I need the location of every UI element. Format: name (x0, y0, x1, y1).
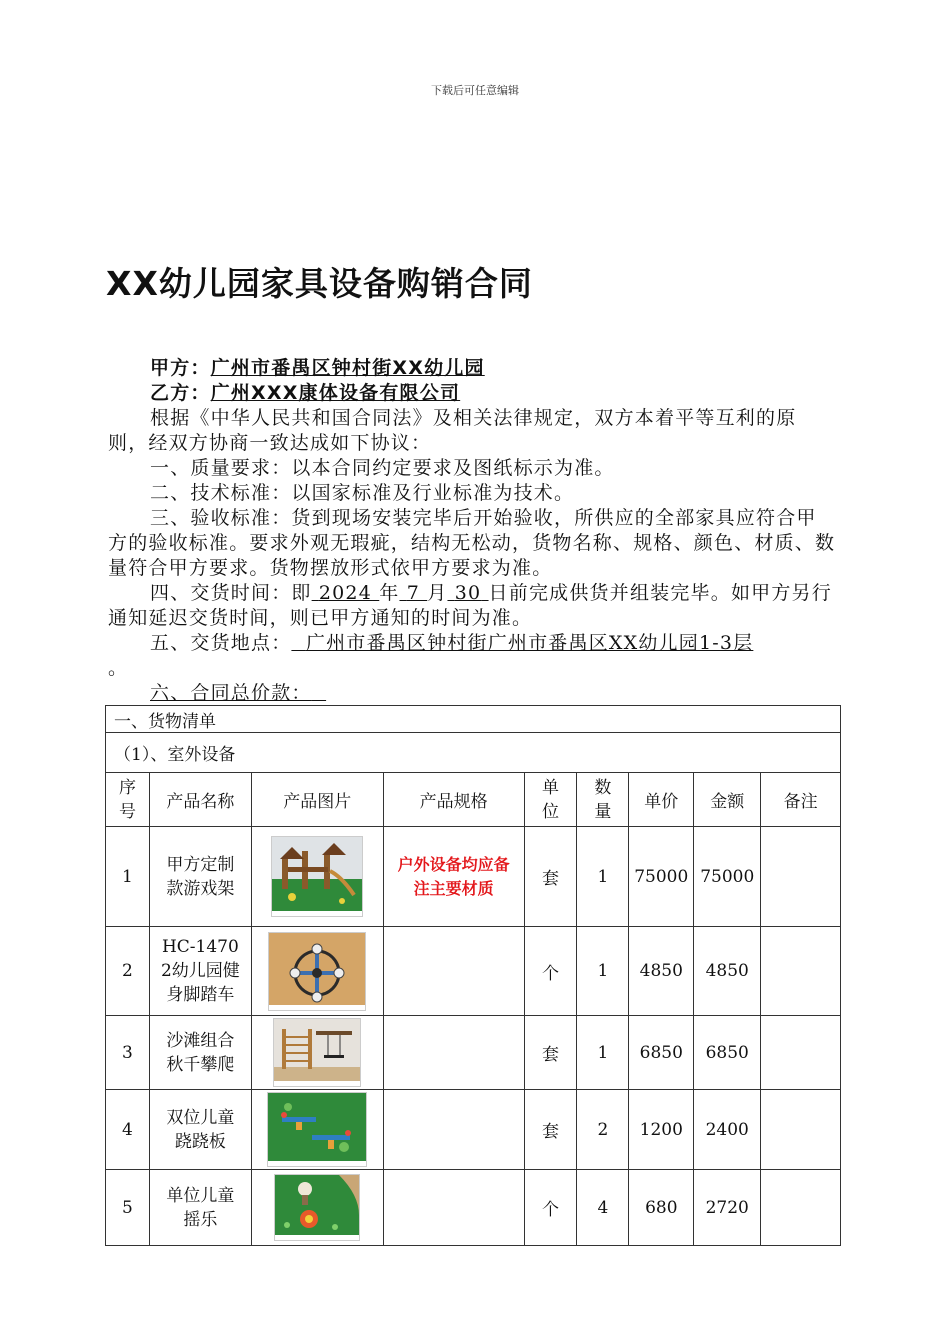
month-unit: 月 (427, 582, 448, 604)
delivery-place-end: 。 (108, 657, 129, 679)
row-note (761, 1170, 841, 1246)
header-unit: 单位 (524, 773, 577, 827)
row-qty: 1 (577, 927, 629, 1016)
swing-climb-photo-icon (273, 1018, 361, 1087)
header-amount: 金额 (694, 773, 761, 827)
table-row (106, 1170, 841, 1246)
clause-technical: 二、技术标准：以国家标准及行业标准为技术。 (150, 482, 575, 504)
header-spec: 产品规格 (383, 773, 524, 827)
row-amount: 4850 (694, 927, 761, 1016)
row-name: 单位儿童摇乐 (149, 1170, 251, 1246)
header-seq: 序号 (106, 773, 150, 827)
party-a (108, 356, 836, 381)
row-name: 沙滩组合秋千攀爬 (149, 1016, 251, 1090)
clause-total-price (108, 681, 836, 706)
table-row (106, 1016, 841, 1090)
table-row (106, 1090, 841, 1170)
party-b-value: 广州XXX康体设备有限公司 (210, 382, 461, 404)
header-note: 下载后可任意编辑 (431, 84, 519, 97)
party-a-label: 甲方： (150, 357, 211, 379)
row-qty: 4 (577, 1170, 629, 1246)
pedal-bike-photo-icon (268, 932, 366, 1011)
clause-delivery-time (108, 581, 836, 631)
table-header-row (106, 773, 841, 827)
row-price: 680 (629, 1170, 694, 1246)
row-spec (383, 1090, 524, 1170)
row-image (251, 1016, 383, 1090)
row-image (251, 927, 383, 1016)
row-name: 双位儿童跷跷板 (149, 1090, 251, 1170)
document-title: XX幼儿园家具设备购销合同 (106, 264, 533, 303)
row-name: HC-14702幼儿园健身脚踏车 (149, 927, 251, 1016)
row-price: 75000 (629, 827, 694, 927)
clause-acceptance: 三、验收标准：货到现场安装完毕后开始验收，所供应的全部家具应符合甲方的验收标准。要求外观无瑕疵，结构无松动，货物名称、规格、颜色、材质、数量符合甲方要求。货物摆放形式依甲方要求为准。 (108, 507, 836, 579)
row-note (761, 1016, 841, 1090)
year-unit: 年 (379, 582, 400, 604)
delivery-year: 2024 (318, 582, 373, 604)
row-unit: 套 (524, 827, 577, 927)
table-row (106, 927, 841, 1016)
row-spec: 户外设备均应备注主要材质 (383, 827, 524, 927)
row-seq: 2 (106, 927, 150, 1016)
subsection-row (106, 733, 841, 773)
clause-quality: 一、质量要求：以本合同约定要求及图纸标示为准。 (150, 457, 615, 479)
delivery-month: 7 (406, 582, 421, 604)
clause-delivery-place (108, 631, 836, 681)
delivery-place-value: 广州市番禺区钟村街广州市番禺区XX幼儿园1-3层 (305, 632, 754, 654)
subsection-title: （1）、室外设备 (106, 733, 841, 773)
row-note (761, 927, 841, 1016)
header-price: 单价 (629, 773, 694, 827)
row-spec (383, 1016, 524, 1090)
delivery-day: 30 (454, 582, 482, 604)
row-note (761, 1090, 841, 1170)
section-row (106, 706, 841, 733)
header-name: 产品名称 (149, 773, 251, 827)
section-title: 一、货物清单 (106, 706, 841, 733)
header-note: 备注 (761, 773, 841, 827)
row-amount: 75000 (694, 827, 761, 927)
delivery-place-prefix: 五、交货地点： (150, 632, 292, 654)
row-spec (383, 1170, 524, 1246)
party-b (108, 381, 836, 406)
party-a-value: 广州市番禺区钟村街XX幼儿园 (210, 357, 485, 379)
row-unit: 套 (524, 1090, 577, 1170)
row-note (761, 827, 841, 927)
row-qty: 2 (577, 1090, 629, 1170)
row-seq: 4 (106, 1090, 150, 1170)
intro-paragraph: 根据《中华人民共和国合同法》及相关法律规定，双方本着平等互利的原则，经双方协商一致达成如下协议： (108, 407, 797, 454)
row-price: 4850 (629, 927, 694, 1016)
header-qty: 数量 (577, 773, 629, 827)
row-amount: 6850 (694, 1016, 761, 1090)
row-seq: 5 (106, 1170, 150, 1246)
total-price-label: 六、合同总价款： (150, 682, 312, 704)
row-unit: 套 (524, 1016, 577, 1090)
delivery-time-prefix: 四、交货时间：即 (150, 582, 312, 604)
contract-body (108, 356, 836, 706)
seesaw-photo-icon (267, 1092, 367, 1167)
row-unit: 个 (524, 927, 577, 1016)
row-seq: 3 (106, 1016, 150, 1090)
row-image (251, 1170, 383, 1246)
table-row (106, 827, 841, 927)
row-unit: 个 (524, 1170, 577, 1246)
row-qty: 1 (577, 1016, 629, 1090)
row-name: 甲方定制款游戏架 (149, 827, 251, 927)
row-qty: 1 (577, 827, 629, 927)
row-amount: 2400 (694, 1090, 761, 1170)
header-image: 产品图片 (251, 773, 383, 827)
delivery-time-suffix: 日前完成供货并组装完毕。如甲方另行通知延迟交货时间，则已甲方通知的时间为准。 (108, 582, 832, 629)
goods-table (105, 705, 841, 1246)
row-image (251, 1090, 383, 1170)
playground-photo-icon (271, 836, 363, 917)
row-amount: 2720 (694, 1170, 761, 1246)
party-b-label: 乙方： (150, 382, 211, 404)
row-price: 1200 (629, 1090, 694, 1170)
row-seq: 1 (106, 827, 150, 927)
rocker-photo-icon (274, 1174, 360, 1241)
row-spec (383, 927, 524, 1016)
row-image (251, 827, 383, 927)
row-price: 6850 (629, 1016, 694, 1090)
